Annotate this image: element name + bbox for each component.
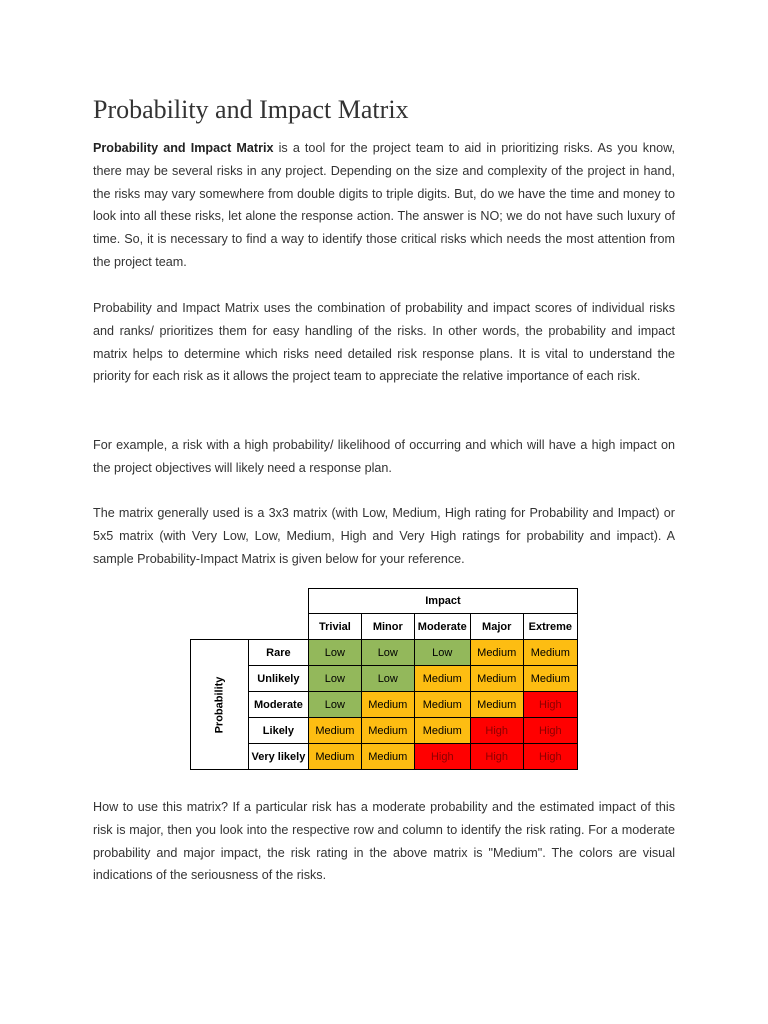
matrix-row — [191, 692, 578, 718]
probability-level-label: Unlikely — [248, 666, 308, 692]
risk-rating-cell: Medium — [308, 744, 361, 770]
probability-impact-matrix — [190, 588, 578, 770]
risk-rating-cell: High — [523, 718, 577, 744]
risk-rating-cell: High — [523, 692, 577, 718]
matrix-row — [191, 718, 578, 744]
risk-rating-cell: Medium — [523, 666, 577, 692]
matrix-row — [191, 666, 578, 692]
matrix-table — [190, 588, 578, 770]
risk-rating-cell: Medium — [361, 718, 414, 744]
risk-rating-cell: High — [470, 744, 523, 770]
probability-header — [191, 640, 249, 770]
risk-rating-cell: Medium — [470, 666, 523, 692]
matrix-corner-2 — [191, 614, 309, 640]
risk-rating-cell: Low — [361, 666, 414, 692]
probability-level-label: Very likely — [248, 744, 308, 770]
probability-label: Probability — [213, 676, 226, 733]
risk-rating-cell: Low — [308, 692, 361, 718]
intro-text: is a tool for the project team to aid in prioritizing risks. As you know, there may be several risks in any project. Depending on the size and complexity of the project in hand, the risks may vary somewhere from double digits to triple digits. But, do we have the time and money to look into all these risks, let alone the response action. The answer is NO; we do not have such luxury of time. So, it is necessary to find a way to identify those critical risks which needs the most attention from the project team. — [93, 141, 675, 269]
impact-level-header: Moderate — [414, 614, 470, 640]
paragraph-usage: How to use this matrix? If a particular risk has a moderate probability and the estimated impact of this risk is major, then you look into the respective row and column to identify the risk rating. For a moderate probability and major impact, the risk rating in the above matrix is "Medium". The colors are visual indications of the seriousness of the risks. — [93, 800, 675, 883]
probability-level-label: Likely — [248, 718, 308, 744]
risk-rating-cell: Medium — [414, 692, 470, 718]
risk-rating-cell: High — [414, 744, 470, 770]
matrix-row — [191, 640, 578, 666]
probability-level-label: Rare — [248, 640, 308, 666]
impact-level-header: Minor — [361, 614, 414, 640]
paragraph-matrix-types: The matrix generally used is a 3x3 matrix (with Low, Medium, High rating for Probability and Impact) or 5x5 matrix (with Very Low, Low, Medium, High and Very High ratings for probability and impact). A sample Probability-Impact Matrix is given below for your reference. — [93, 506, 675, 566]
risk-rating-cell: Medium — [361, 692, 414, 718]
risk-rating-cell: Medium — [470, 692, 523, 718]
probability-level-label: Moderate — [248, 692, 308, 718]
risk-rating-cell: Medium — [308, 718, 361, 744]
risk-rating-cell: Low — [308, 640, 361, 666]
risk-rating-cell: Medium — [470, 640, 523, 666]
impact-level-header: Extreme — [523, 614, 577, 640]
intro-paragraph — [93, 137, 675, 274]
risk-rating-cell: Medium — [414, 718, 470, 744]
risk-rating-cell: High — [470, 718, 523, 744]
impact-level-header: Trivial — [308, 614, 361, 640]
impact-header: Impact — [308, 589, 577, 614]
matrix-corner — [191, 589, 309, 614]
matrix-row — [191, 744, 578, 770]
risk-rating-cell: Low — [361, 640, 414, 666]
page-title: Probability and Impact Matrix — [93, 95, 409, 124]
impact-level-header: Major — [470, 614, 523, 640]
risk-rating-cell: High — [523, 744, 577, 770]
risk-rating-cell: Low — [414, 640, 470, 666]
risk-rating-cell: Medium — [414, 666, 470, 692]
risk-rating-cell: Medium — [523, 640, 577, 666]
risk-rating-cell: Medium — [361, 744, 414, 770]
paragraph-example: For example, a risk with a high probability/ likelihood of occurring and which will have a high impact on the project objectives will likely need a response plan. — [93, 438, 675, 475]
paragraph-ranking: Probability and Impact Matrix uses the combination of probability and impact scores of individual risks and ranks/ prioritizes them for easy handling of the risks. In other words, the probability and impact matrix helps to determine which risks need detailed risk response plans. It is vital to understand the priority for each risk as it allows the project team to appreciate the relative importance of each risk. — [93, 301, 675, 384]
intro-bold-term: Probability and Impact Matrix — [93, 141, 274, 155]
risk-rating-cell: Low — [308, 666, 361, 692]
